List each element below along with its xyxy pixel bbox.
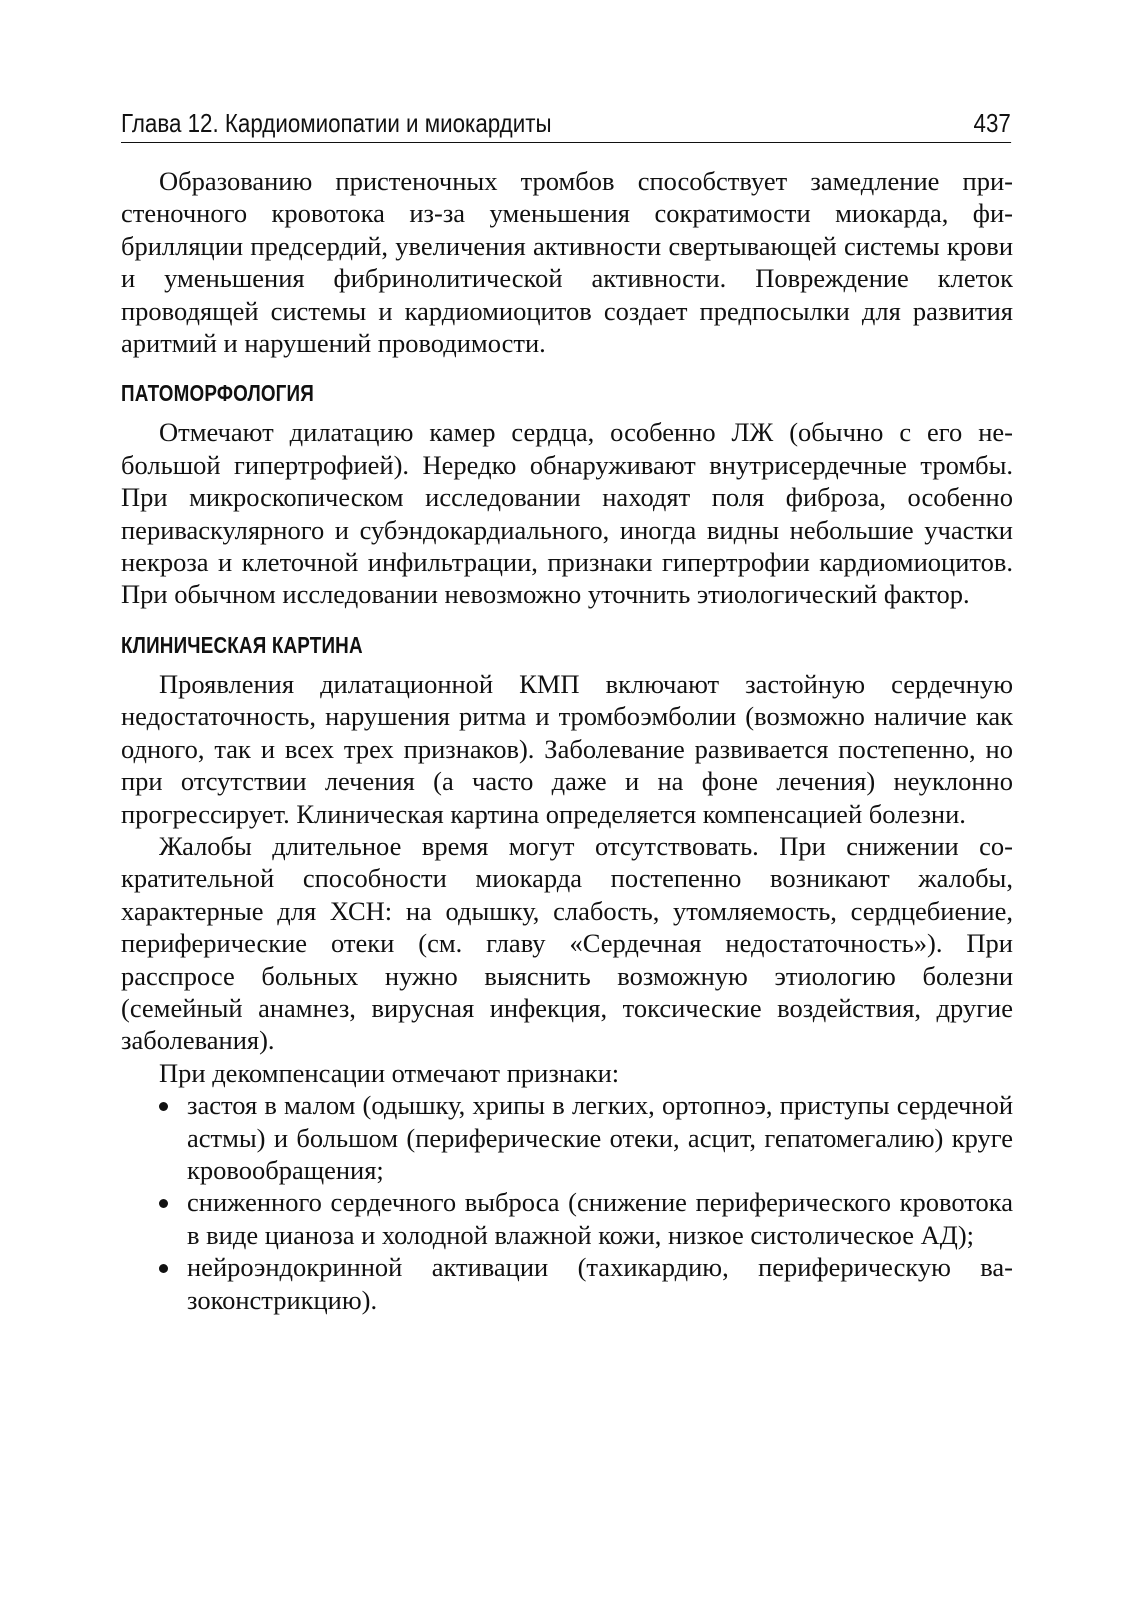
book-page [121, 108, 1013, 1316]
list-item: сниженного сердечного выброса (снижение периферического кровотока в виде цианоза и холодной влажной кожи, низкое систолическое АД); [121, 1186, 1013, 1251]
clinical-paragraph: При декомпенсации отмечают признаки: [159, 1057, 620, 1088]
intro-paragraph: Образованию пристеночных тромбов способствует замедление пристеночного кровотока из-за уменьшения сократимости миокарда, фибрилляции предсердий, увеличения активности свертывающей системы крови и уменьшения фибринолитической активности. Повреждение клеток проводящей системы и кардиомиоцитов создает предпосылки для развития аритмий и нарушений проводимости. [121, 166, 1013, 359]
clinical-paragraph: Жалобы длительное время могут отсутствовать. При снижении сократительной способности миокарда постепенно возникают жалобы, характерные для ХСН: на одышку, слабость, утомляемость, сердцебиение, периферические отеки (см. главу «Сердечная недостаточность»). При расспросе больных нужно выяснить возможную этиологию болезни (семейный анамнез, вирусная инфекция, токсические воздействия, другие заболевания). [121, 830, 1013, 1056]
decompensation-signs-list [121, 1089, 1013, 1316]
page-number: 437 [973, 108, 1011, 138]
running-header [121, 108, 1011, 143]
pathomorphology-paragraph: Отмечают дилатацию камер сердца, особенно ЛЖ (обычно с его небольшой гипертрофией). Нередко обнаруживают внутрисердечные тромбы. При микроскопическом исследовании находят поля фиброза, особенно периваскулярного и субэндокардиального, иногда видны небольшие участки некроза и клеточной инфильтрации, признаки гипертрофии кардиомиоцитов. При обычном исследовании невозможно уточнить этиологический фактор. [121, 417, 1013, 610]
clinical-paragraph: Проявления дилатационной КМП включают застойную сердечную недостаточность, нарушения ритма и тромбоэмболии (возможно наличие как одного, так и всех трех признаков). Заболевание развивается постепенно, но при отсутствии лечения (а часто даже и на фоне лечения) неуклонно прогрессирует. Клиническая картина определяется компенсацией болезни. [121, 668, 1013, 829]
section-heading-pathomorphology: ПАТОМОРФОЛОГИЯ [121, 380, 314, 407]
list-item: нейроэндокринной активации (тахикардию, периферическую вазоконстрикцию). [121, 1251, 1013, 1316]
section-heading-clinical-picture: КЛИНИЧЕСКАЯ КАРТИНА [121, 631, 363, 658]
list-item: застоя в малом (одышку, хрипы в легких, ортопноэ, приступы сердечной астмы) и большом (периферические отеки, асцит, гепатомегалию) круге кровообращения; [121, 1089, 1013, 1186]
chapter-title: Глава 12. Кардиомиопатии и миокардиты [121, 108, 552, 138]
page-body [121, 165, 1013, 1316]
